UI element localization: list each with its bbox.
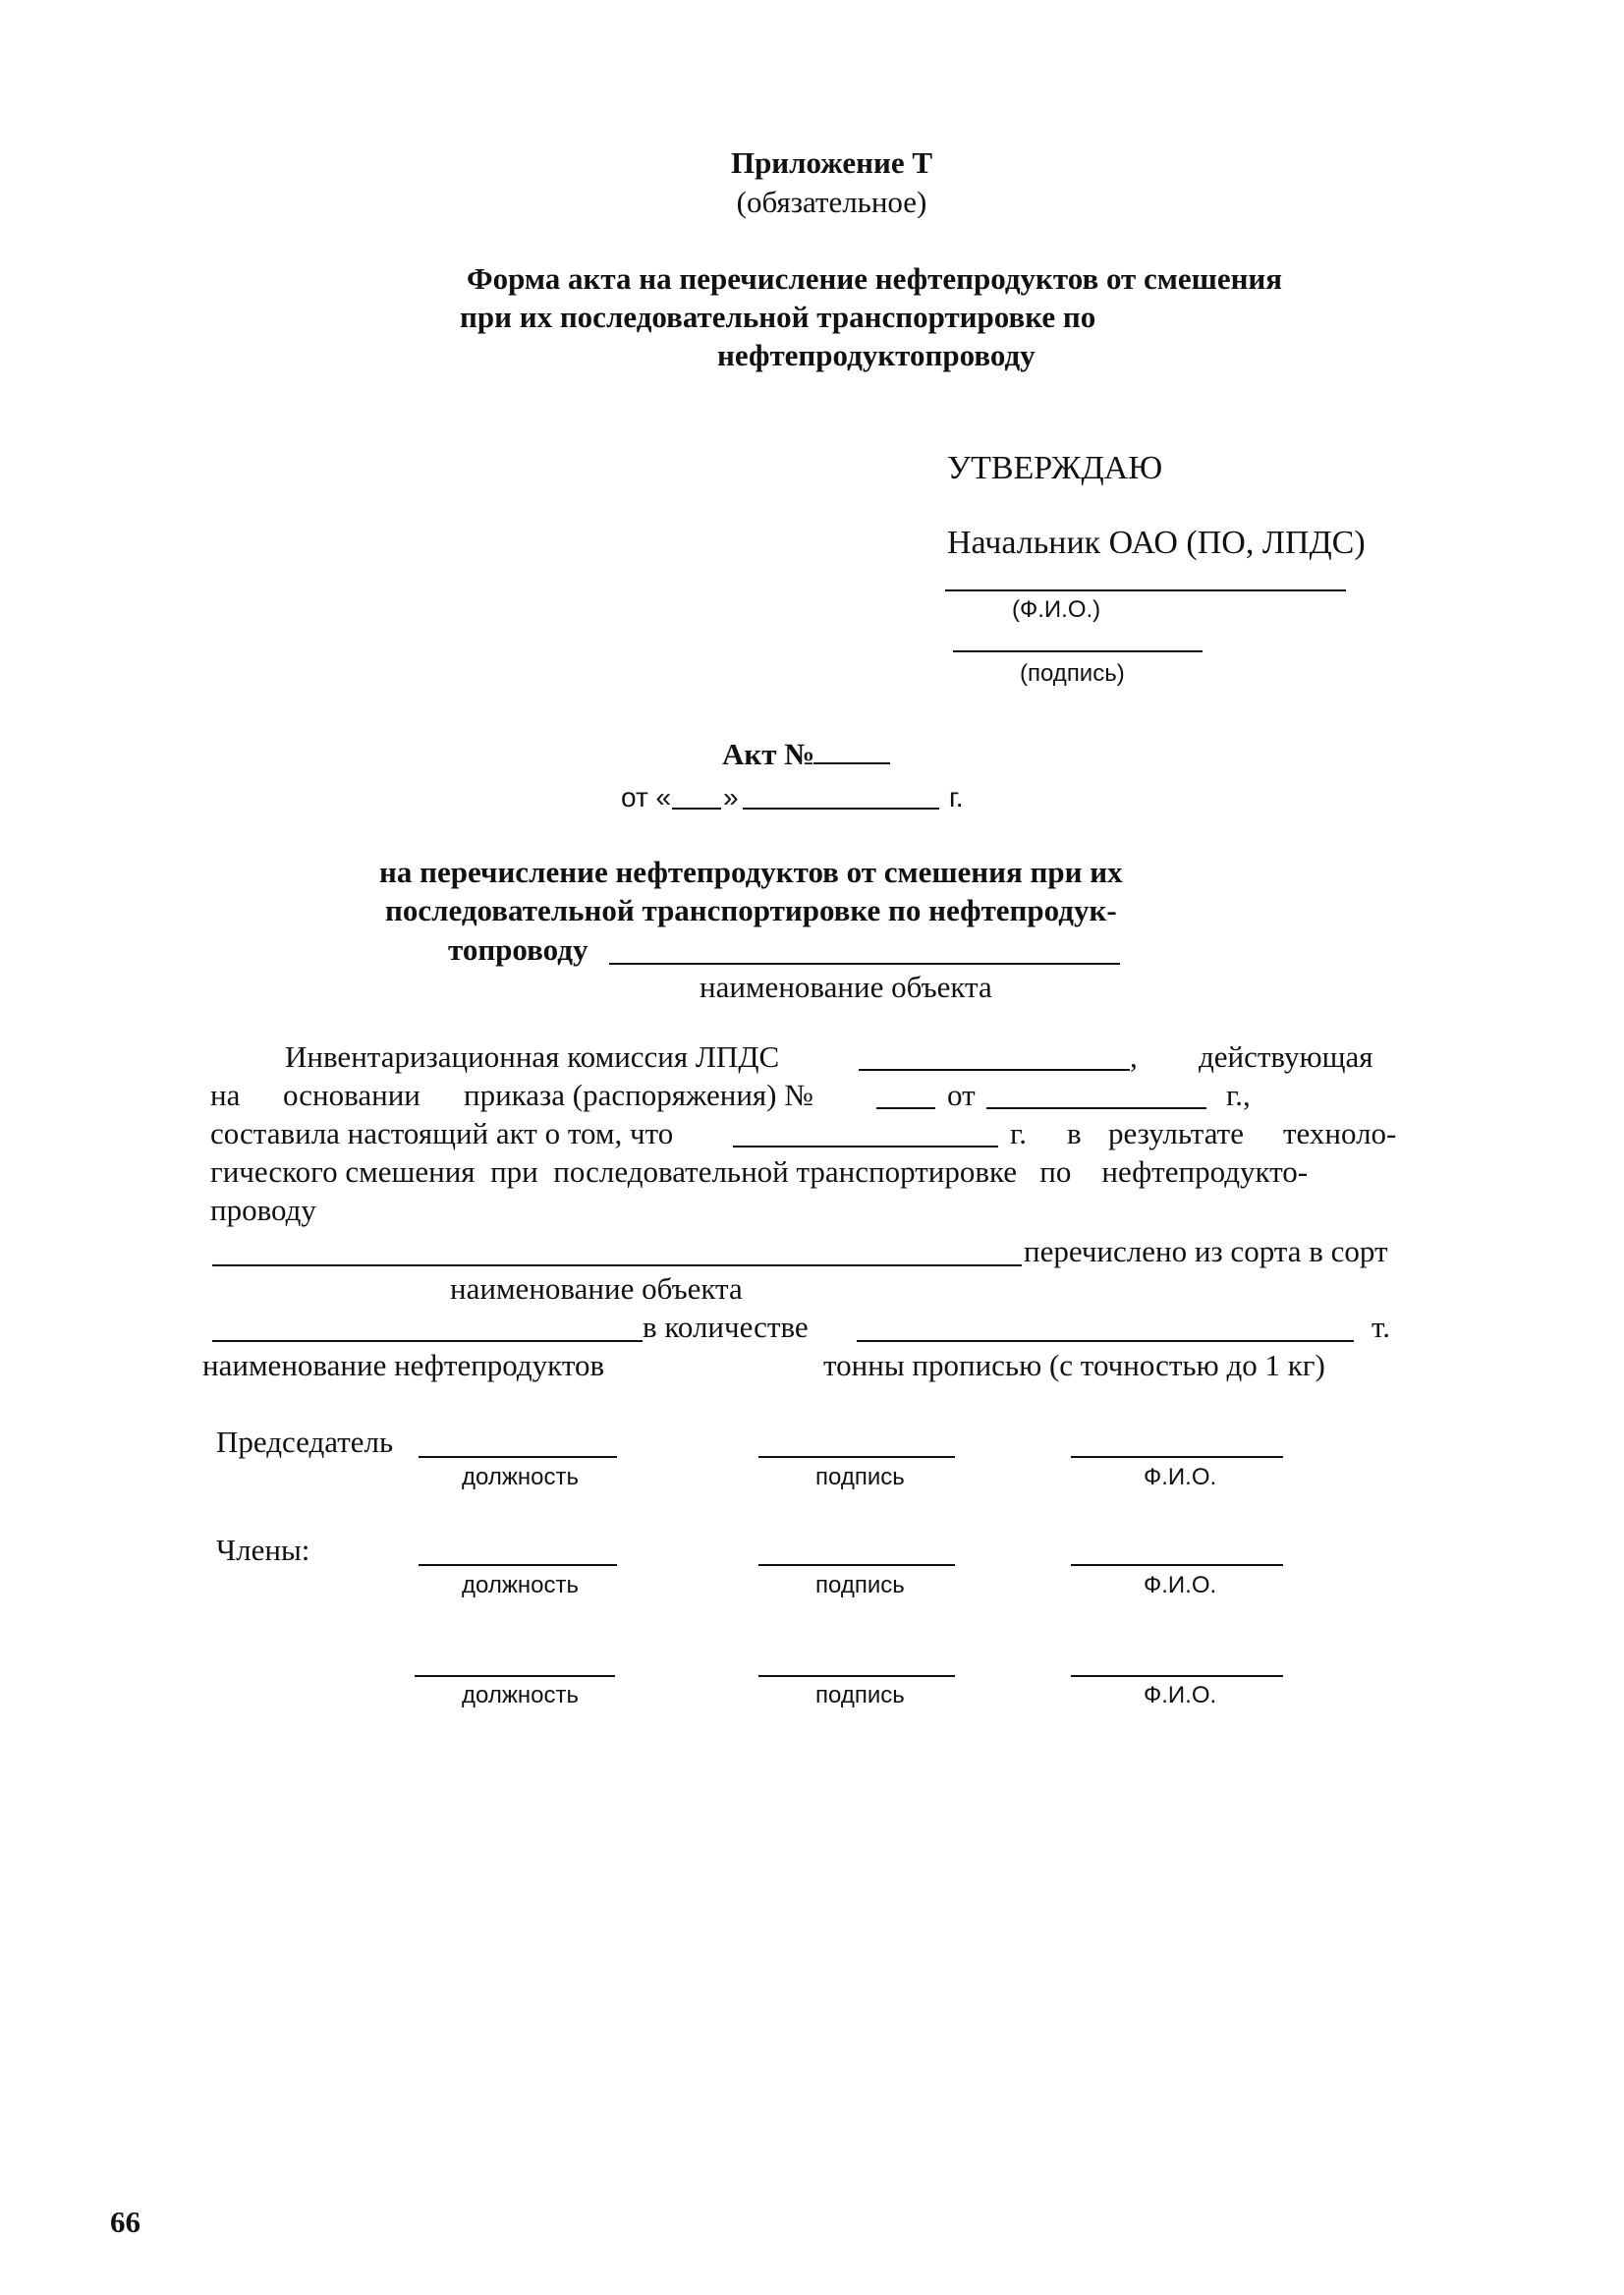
text-techno: техноло- xyxy=(1283,1116,1397,1150)
pipeline-object-field[interactable] xyxy=(609,963,1120,965)
appendix-title: Приложение Т xyxy=(730,145,933,180)
member1-fio-field[interactable] xyxy=(1071,1564,1283,1566)
approver-signature-line[interactable] xyxy=(953,650,1203,652)
act-date-day-field[interactable] xyxy=(672,808,721,810)
text-na: на xyxy=(210,1078,241,1112)
member2-position-field[interactable] xyxy=(415,1675,615,1677)
text-g-2: г. xyxy=(1010,1116,1027,1150)
text-compiled: составила настоящий акт о том, что xyxy=(210,1116,674,1150)
member1-signature-field[interactable] xyxy=(758,1564,955,1566)
member1-fio-caption: Ф.И.О. xyxy=(1144,1572,1217,1598)
act-date-from: от « xyxy=(621,782,672,812)
act-number-field[interactable] xyxy=(813,762,890,764)
form-title-line-3: нефтепродуктопроводу xyxy=(717,338,1036,372)
text-osnovanii: основании xyxy=(283,1078,420,1112)
chairman-signature-field[interactable] xyxy=(758,1456,955,1458)
acting-text: действующая xyxy=(1199,1039,1373,1074)
order-date-field[interactable] xyxy=(986,1107,1206,1109)
tonnes-caption: тонны прописью (с точностью до 1 кг) xyxy=(823,1348,1325,1382)
approver-signature-caption: (подпись) xyxy=(1020,660,1125,687)
member1-signature-caption: подпись xyxy=(815,1572,905,1598)
member2-fio-caption: Ф.И.О. xyxy=(1144,1682,1217,1708)
text-quantity: в количестве xyxy=(643,1310,809,1344)
text-tonnes: т. xyxy=(1372,1310,1390,1344)
act-date-quote-close: » xyxy=(723,782,739,812)
text-pipeline: проводу xyxy=(210,1193,316,1227)
pipeline-object-caption: наименование объекта xyxy=(700,970,992,1004)
chairman-position-field[interactable] xyxy=(419,1456,617,1458)
transfer-object-caption: наименование объекта xyxy=(450,1271,743,1306)
approver-fio-caption: (Ф.И.О.) xyxy=(1012,596,1101,623)
member2-signature-caption: подпись xyxy=(815,1682,905,1708)
blend-date-field[interactable] xyxy=(733,1146,998,1148)
text-transferred: перечислено из сорта в сорт xyxy=(1024,1234,1388,1268)
act-date-year: г. xyxy=(949,782,964,812)
members-label: Члены: xyxy=(216,1533,310,1567)
text-order: приказа (распоряжения) № xyxy=(464,1078,813,1112)
text-blending: гического смешения при последовательной транспортировке по нефтепродукто- xyxy=(210,1154,1309,1189)
chairman-fio-caption: Ф.И.О. xyxy=(1144,1464,1217,1490)
approver-fio-line[interactable] xyxy=(945,589,1346,591)
approver-position: Начальник ОАО (ПО, ЛПДС) xyxy=(947,525,1366,561)
act-date-month-field[interactable] xyxy=(743,808,939,810)
chairman-fio-field[interactable] xyxy=(1071,1456,1283,1458)
order-number-field[interactable] xyxy=(876,1107,935,1109)
tonnes-field[interactable] xyxy=(857,1340,1354,1342)
member2-position-caption: должность xyxy=(462,1682,579,1708)
product-name-field[interactable] xyxy=(212,1340,643,1342)
text-g-1: г., xyxy=(1226,1078,1251,1112)
act-subject-line-1: на перечисление нефтепродуктов от смешения при их xyxy=(379,855,1123,889)
member1-position-field[interactable] xyxy=(419,1564,617,1566)
page-number: 66 xyxy=(110,2205,140,2239)
commission-text: Инвентаризационная комиссия ЛПДС xyxy=(285,1039,780,1074)
product-name-caption: наименование нефтепродуктов xyxy=(202,1348,605,1382)
approve-label: УТВЕРЖДАЮ xyxy=(947,450,1163,486)
member2-signature-field[interactable] xyxy=(758,1675,955,1677)
member2-fio-field[interactable] xyxy=(1071,1675,1283,1677)
act-subject-line-3: топроводу xyxy=(448,932,588,967)
act-number-label: Акт № xyxy=(722,737,815,771)
transfer-object-field[interactable] xyxy=(212,1264,1022,1266)
chairman-signature-caption: подпись xyxy=(815,1464,905,1490)
member1-position-caption: должность xyxy=(462,1572,579,1598)
text-result: результате xyxy=(1108,1116,1244,1150)
act-subject-line-2: последовательной транспортировке по нефтепродук- xyxy=(385,893,1117,927)
comma: , xyxy=(1130,1039,1138,1074)
lpds-name-field[interactable] xyxy=(859,1069,1130,1071)
chairman-position-caption: должность xyxy=(462,1464,579,1490)
form-title-line-1: Форма акта на перечисление нефтепродуктов от смешения xyxy=(467,261,1283,296)
text-ot: от xyxy=(947,1078,976,1112)
appendix-status: (обязательное) xyxy=(736,185,927,219)
form-title-line-2: при их последовательной транспортировке по xyxy=(460,300,1096,334)
text-v: в xyxy=(1067,1116,1082,1150)
chairman-label: Председатель xyxy=(216,1425,394,1459)
